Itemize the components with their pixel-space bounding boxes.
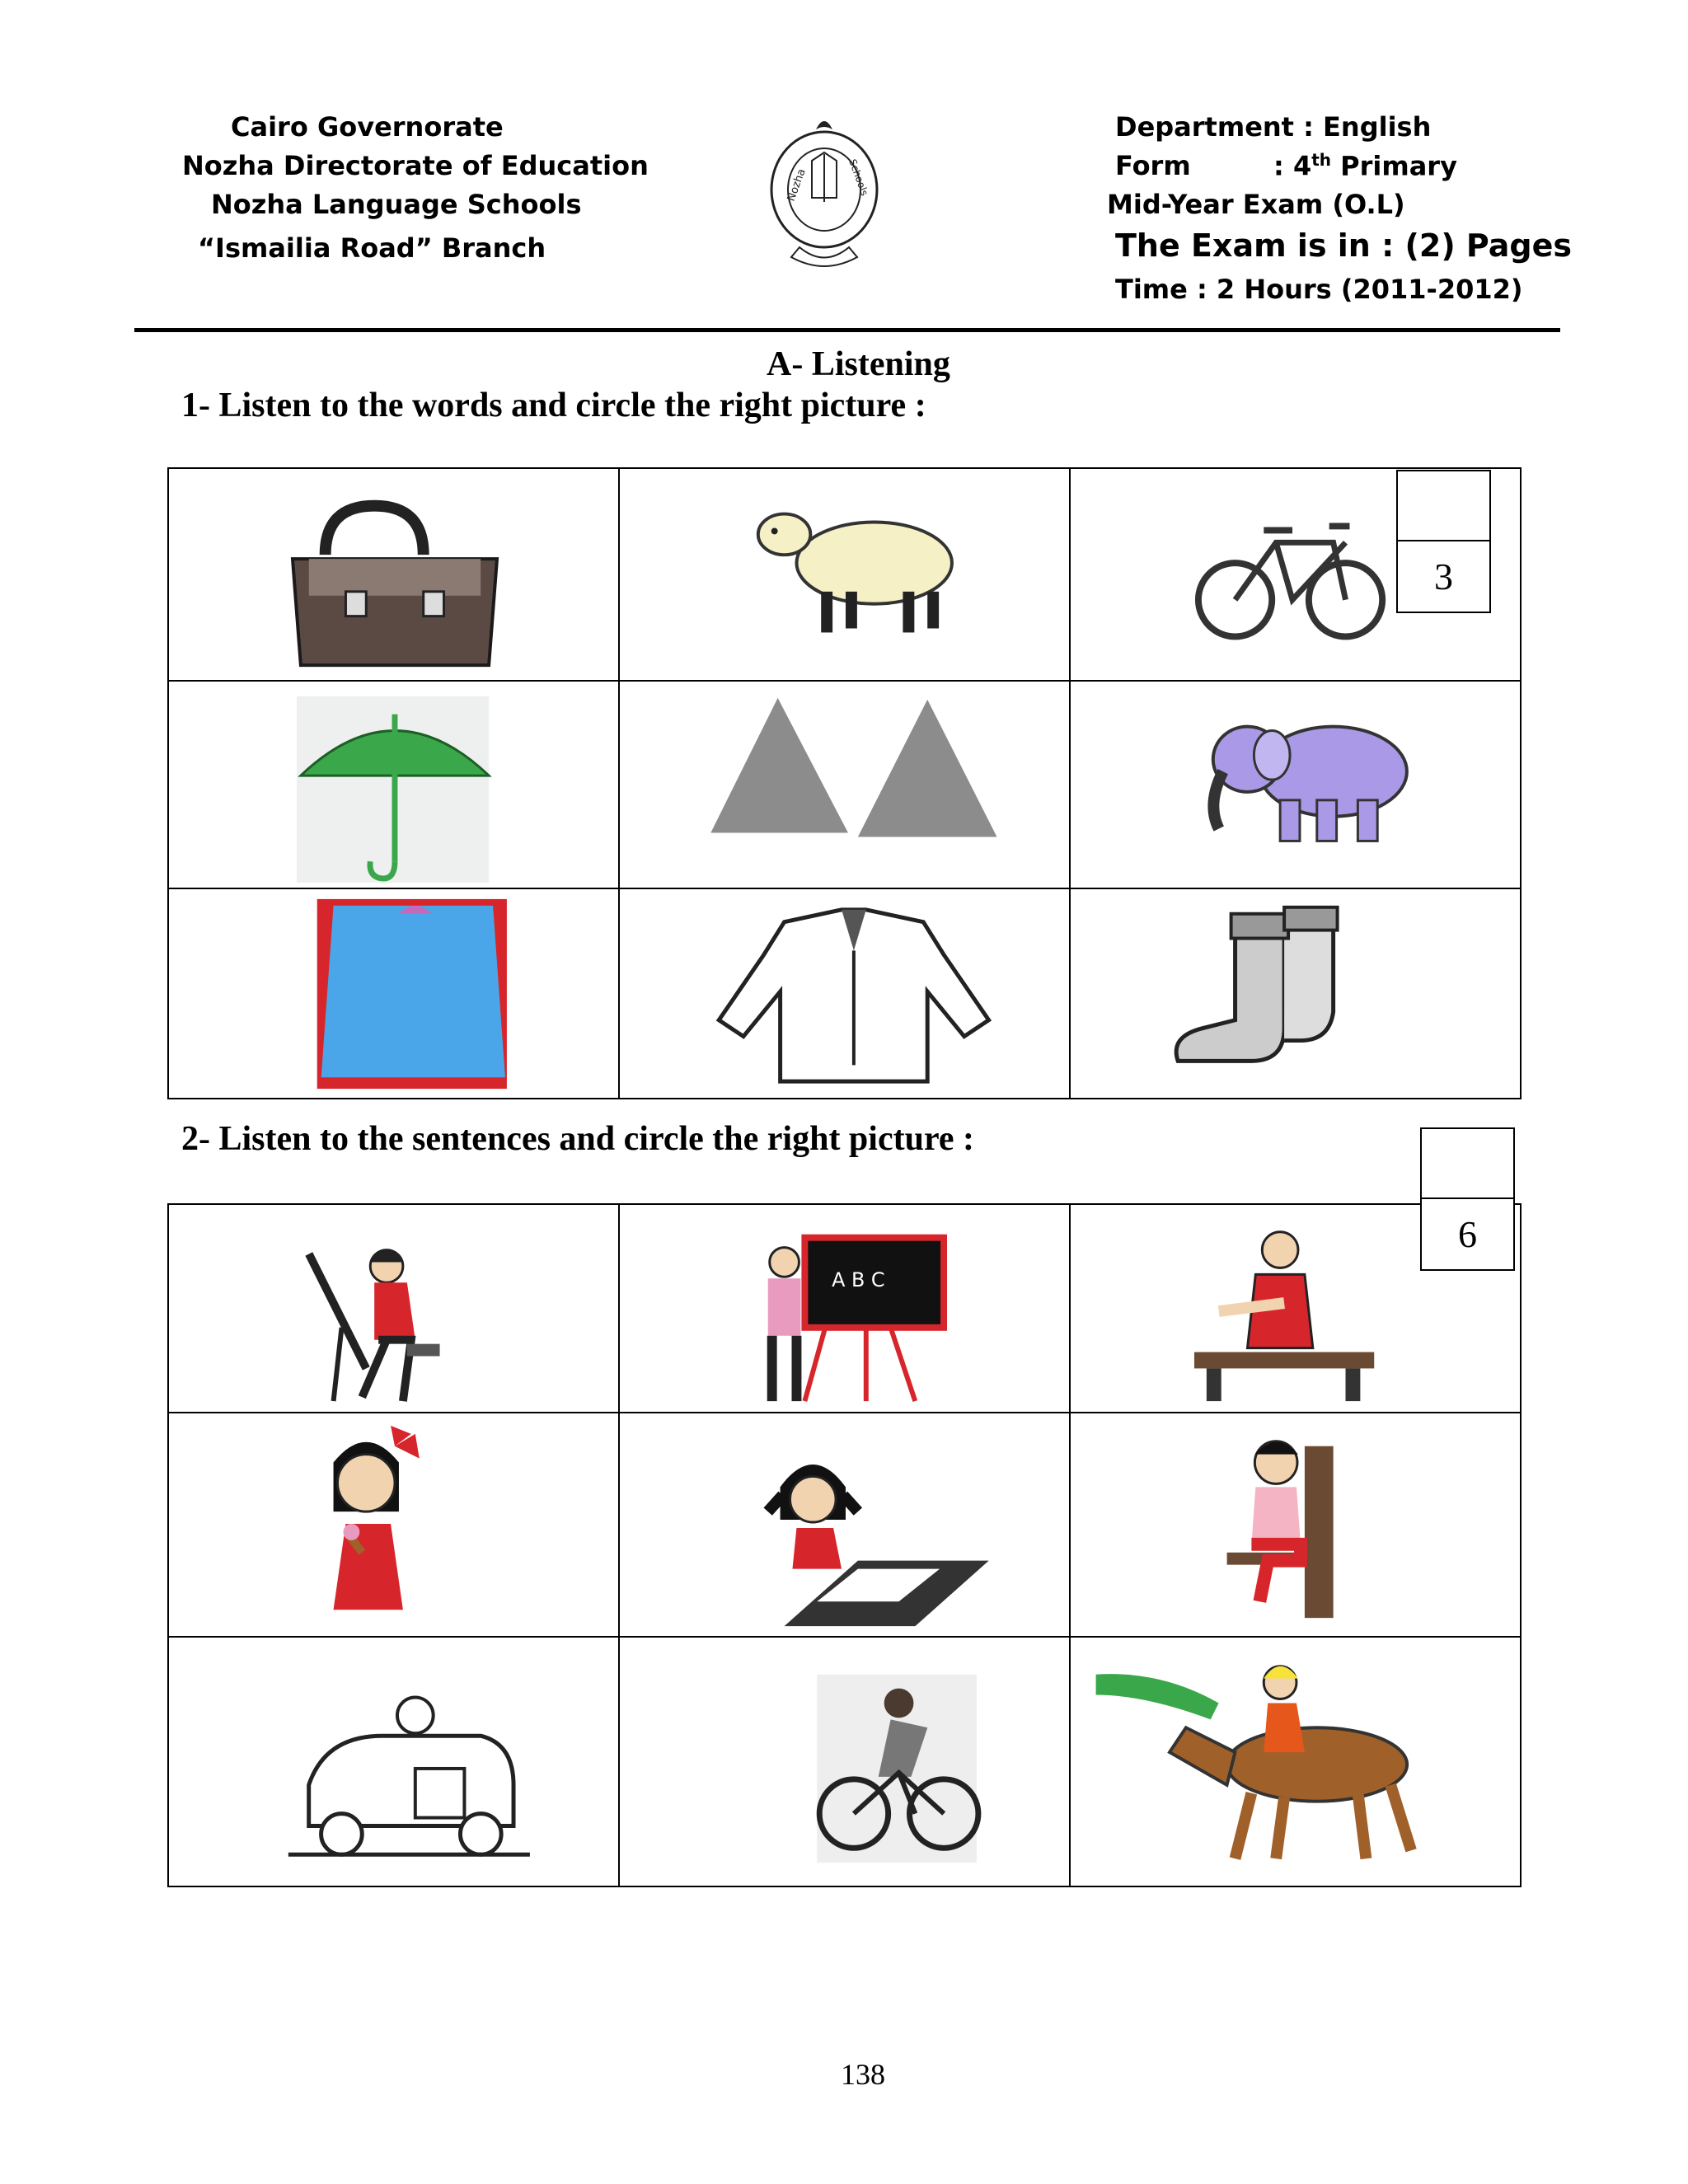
elephant-icon [1071, 682, 1520, 888]
q2-cell-drawing-boy[interactable] [168, 1204, 619, 1413]
drawing-boy-icon [169, 1205, 618, 1412]
form-label: Form [1115, 150, 1191, 181]
socks-icon [1071, 889, 1520, 1098]
jacket-icon [620, 889, 1069, 1098]
q1-title: 1- Listen to the words and circle the right picture : [181, 387, 926, 424]
exam-type-text: Mid-Year Exam (O.L) [1107, 189, 1405, 220]
form-value: : 4th Primary [1273, 150, 1457, 182]
svg-text:Nozha: Nozha [785, 166, 809, 204]
bag-icon [169, 469, 618, 680]
q1-cell-bag[interactable] [168, 468, 619, 681]
sheep-icon [620, 469, 1069, 680]
q2-cell-girl-writing[interactable] [619, 1413, 1070, 1637]
q1-cell-umbrella[interactable] [168, 681, 619, 888]
girl-writing-icon [620, 1413, 1069, 1636]
header-rule [134, 328, 1560, 332]
cyclist-icon [620, 1638, 1069, 1886]
q2-score-box[interactable] [1420, 1127, 1515, 1271]
section-title: A- Listening [767, 345, 950, 383]
q1-cell-elephant[interactable] [1070, 681, 1521, 888]
q2-cell-cyclist[interactable] [619, 1637, 1070, 1886]
q1-picture-grid [167, 467, 1522, 1099]
q1-score-box[interactable] [1396, 470, 1491, 613]
q2-cell-girl-sitting[interactable] [1070, 1413, 1521, 1637]
horse-rider-icon [1071, 1638, 1520, 1886]
board-abc-text: A B C [832, 1268, 885, 1292]
department-text: Department : English [1115, 111, 1432, 143]
q1-cell-socks[interactable] [1070, 888, 1521, 1099]
svg-text:Schools: Schools [846, 157, 871, 198]
directorate-text: Nozha Directorate of Education [182, 150, 649, 181]
q2-cell-horse-rider[interactable] [1070, 1637, 1521, 1886]
q2-score-blank [1422, 1129, 1513, 1199]
q1-cell-sheep[interactable] [619, 468, 1070, 681]
girl-eating-icon [169, 1413, 618, 1636]
branch-text: “Ismailia Road” Branch [198, 232, 546, 264]
exam-time-text: Time : 2 Hours (2011-2012) [1115, 274, 1523, 305]
umbrella-icon [169, 682, 618, 888]
q2-cell-teacher[interactable] [619, 1204, 1070, 1413]
exam-pages-text: The Exam is in : (2) Pages [1115, 227, 1572, 264]
q2-score-total: 6 [1458, 1213, 1477, 1255]
q1-cell-skirt[interactable] [168, 888, 619, 1099]
q1-score-total: 3 [1434, 555, 1453, 598]
q2-cell-boy-car[interactable] [168, 1637, 619, 1886]
teacher-icon [620, 1205, 1069, 1412]
governorate-text: Cairo Governorate [231, 111, 504, 143]
boy-car-icon [169, 1638, 618, 1886]
q1-cell-jacket[interactable] [619, 888, 1070, 1099]
school-logo [762, 111, 886, 276]
triangles-icon [620, 682, 1069, 888]
q1-cell-triangles[interactable] [619, 681, 1070, 888]
page-number: 138 [841, 2058, 885, 2091]
skirt-icon [169, 889, 618, 1098]
q2-picture-grid [167, 1203, 1522, 1887]
q2-title: 2- Listen to the sentences and circle the right picture : [181, 1120, 974, 1158]
q2-cell-girl-eating[interactable] [168, 1413, 619, 1637]
girl-sitting-icon [1071, 1413, 1520, 1636]
q1-score-blank [1398, 471, 1489, 541]
school-name-text: Nozha Language Schools [211, 189, 582, 220]
